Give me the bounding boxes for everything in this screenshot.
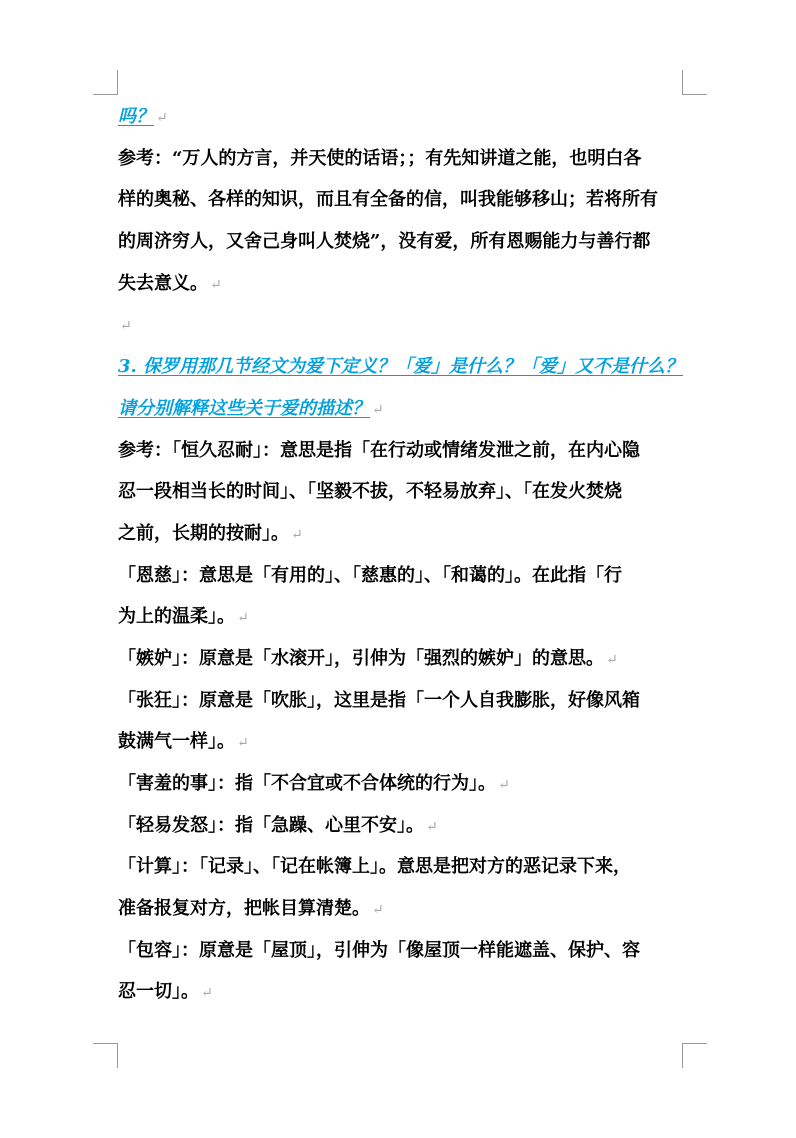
paragraph-mark-icon: ↵ (426, 818, 438, 835)
line-text: 请分别解释这些关于爱的描述？ (118, 397, 370, 419)
line-text: 失去意义。 (118, 272, 208, 294)
text-line (118, 888, 684, 930)
line-text: 鼓满气一样」。 (118, 731, 235, 753)
paragraph-mark-icon: ↵ (498, 777, 510, 793)
text-line (118, 430, 684, 472)
line-text: 「嫉妒」：原意是「水滚开」，引伸为「强烈的嫉妒」的意思。 (118, 647, 604, 669)
page-corner-mark-top-right (682, 70, 707, 95)
line-text: 「害羞的事」：指「不合宜或不合体统的行为」。 (118, 773, 496, 794)
text-line (118, 555, 684, 597)
question-heading-line (118, 96, 684, 138)
text-line (118, 763, 684, 805)
paragraph-mark-icon: ↵ (291, 526, 303, 543)
text-line (118, 138, 684, 180)
paragraph-mark-icon: ↵ (156, 110, 168, 126)
text-line (118, 680, 684, 722)
text-line (118, 638, 684, 680)
paragraph-mark-icon: ↵ (606, 651, 618, 668)
page-corner-mark-bottom-right (682, 1043, 707, 1068)
text-line (118, 263, 684, 305)
text-line (118, 513, 684, 555)
text-line (118, 721, 684, 763)
line-text: 「张狂」：原意是「吹胀」，这里是指「一个人自我膨胀，好像风箱 (118, 689, 640, 711)
paragraph-mark-icon: ↵ (201, 985, 213, 1002)
line-text: 样的奥秘、各样的知识，而且有全备的信，叫我能够移山；若将所有 (118, 189, 658, 211)
line-text: 的周济穷人，又舍己身叫人焚烧”，没有爱，所有恩赐能力与善行都 (118, 231, 651, 253)
text-line (118, 304, 684, 346)
text-line (118, 930, 684, 972)
text-line (118, 805, 684, 847)
line-text: 参考：「恒久忍耐」：意思是指「在行动或情绪发泄之前，在内心隐 (118, 439, 640, 461)
line-text: 吗？ (118, 106, 154, 127)
paragraph-mark-icon: ↵ (372, 902, 384, 919)
paragraph-mark-icon: ↵ (120, 318, 132, 335)
page-corner-mark-bottom-left (93, 1043, 118, 1068)
question-heading-line (118, 346, 684, 388)
line-text: 「恩慈」：意思是「有用的」、「慈惠的」、「和蔼的」。在此指「行 (118, 564, 622, 586)
line-text: 准备报复对方，把帐目算清楚。 (118, 898, 370, 920)
page-corner-mark-top-left (93, 70, 118, 95)
line-text: 「计算」：「记录」、「记在帐簿上」。意思是把对方的恶记录下来， (118, 856, 631, 878)
paragraph-mark-icon: ↵ (237, 610, 249, 627)
document-body (118, 96, 684, 1013)
paragraph-mark-icon: ↵ (237, 735, 249, 752)
line-text: 之前，长期的按耐」。 (118, 522, 289, 544)
paragraph-mark-icon: ↵ (372, 401, 384, 418)
question-heading-line (118, 388, 684, 430)
line-text: 「包容」：原意是「屋顶」，引伸为「像屋顶一样能遮盖、保护、容 (118, 939, 640, 961)
text-line (118, 179, 684, 221)
text-line (118, 971, 684, 1013)
text-line (118, 221, 684, 263)
line-text: 参考：“万人的方言，并天使的话语；；有先知讲道之能，也明白各 (118, 147, 642, 169)
line-text: 为上的温柔」。 (118, 606, 235, 628)
text-line (118, 471, 684, 513)
paragraph-mark-icon: ↵ (210, 276, 222, 293)
line-text: 「轻易发怒」：指「急躁、心里不安」。 (118, 814, 424, 836)
line-text: 忍一段相当长的时间」、「坚毅不拔，不轻易放弃」、「在发火焚烧 (118, 481, 622, 503)
line-text: 3. 保罗用那几节经文为爱下定义？「爱」是什么？「爱」又不是什么？ (118, 356, 684, 378)
text-line (118, 596, 684, 638)
line-text: 忍一切」。 (118, 981, 199, 1003)
text-line (118, 846, 684, 888)
